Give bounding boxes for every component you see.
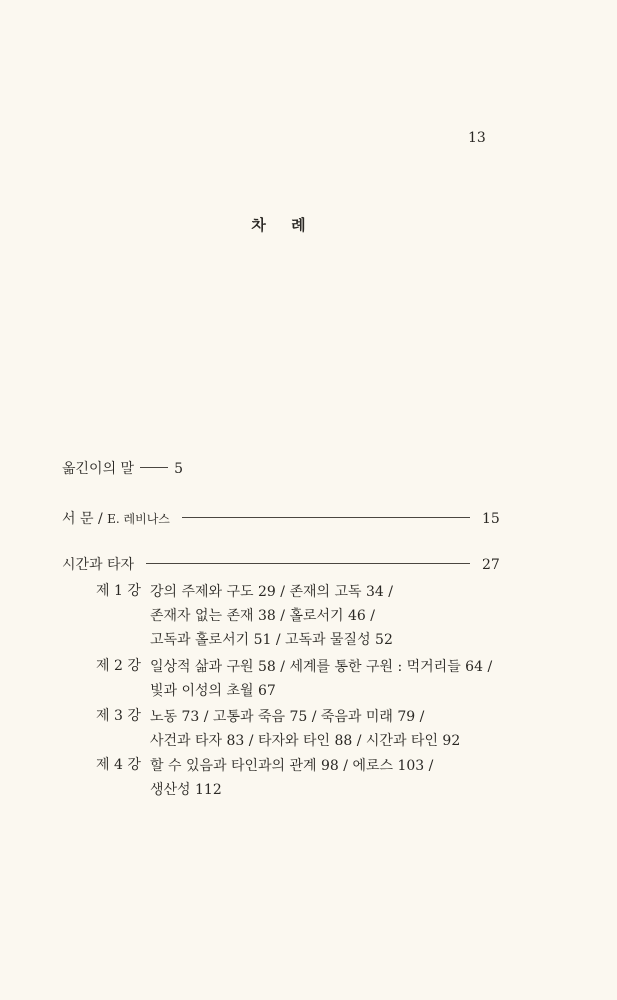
leader-line [182, 517, 470, 518]
leader-line [146, 563, 470, 564]
lecture-line: 일상적 삶과 구원 58 / 세계를 통한 구원 : 먹거리들 64 / [150, 659, 493, 675]
lecture-line: 고독과 홀로서기 51 / 고독과 물질성 52 [150, 632, 393, 648]
lecture-line: 빛과 이성의 초월 67 [150, 683, 276, 699]
lecture-line: 생산성 112 [150, 782, 222, 798]
toc-entry-label: 시간과 타자 [62, 557, 135, 573]
lecture-line: 노동 73 / 고통과 죽음 75 / 죽음과 미래 79 / [150, 709, 425, 725]
toc-title: 차 례 [251, 216, 316, 234]
lecture-label: 제 2 강 [96, 658, 141, 674]
toc-entry-translator-note[interactable] [62, 458, 498, 478]
toc-entry-label [62, 508, 170, 528]
lecture-line: 할 수 있음과 타인과의 관계 98 / 에로스 103 / [150, 758, 434, 774]
toc-entry-label: 옮긴이의 말 [62, 461, 135, 477]
toc-entry-page: 5 [174, 461, 183, 477]
lecture-line: 존재자 없는 존재 38 / 홀로서기 46 / [150, 608, 375, 624]
lecture-label: 제 3 강 [96, 708, 141, 724]
page-number: 13 [468, 130, 486, 146]
lecture-line: 사건과 타자 83 / 타자와 타인 88 / 시간과 타인 92 [150, 733, 461, 749]
toc-entry-page: 27 [482, 557, 500, 573]
lecture-line: 강의 주제와 구도 29 / 존재의 고독 34 / [150, 584, 393, 600]
toc-entry-time-and-other[interactable] [62, 554, 498, 574]
lecture-label: 제 1 강 [96, 583, 141, 599]
toc-entry-author: E. 레비나스 [107, 512, 170, 526]
lecture-label: 제 4 강 [96, 757, 141, 773]
leader-line [140, 467, 168, 468]
toc-entry-label-main: 서 문 / [62, 511, 108, 527]
toc-entry-page: 15 [482, 511, 500, 527]
toc-entry-preface[interactable] [62, 508, 498, 528]
